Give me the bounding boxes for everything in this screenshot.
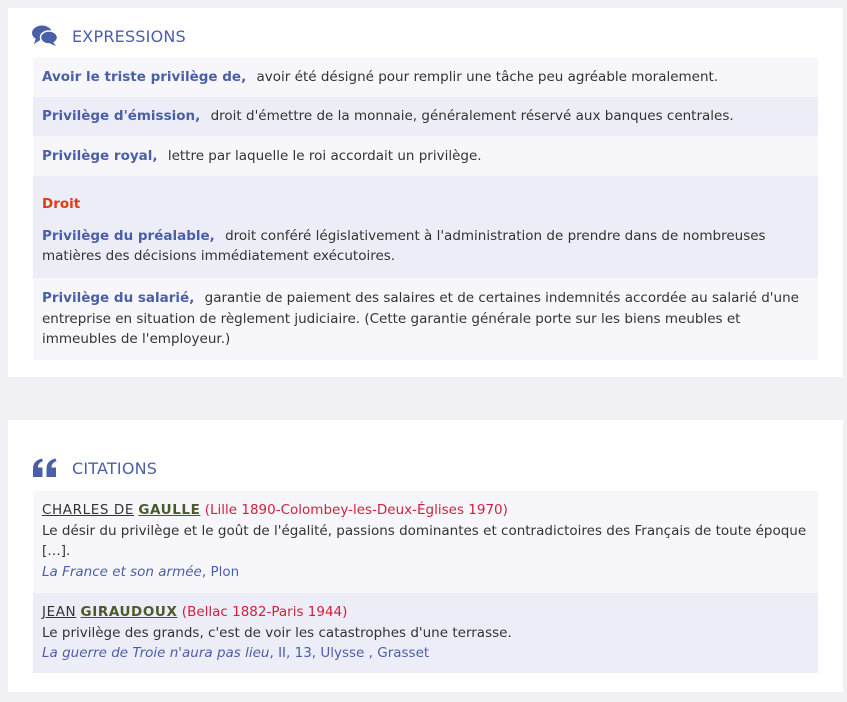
expression-definition: garantie de paiement des salaires et de certaines indemnités accordée au salarié d'une entreprise en situation de règlement judiciaire. (Cette garantie générale porte sur les biens meubles et immeubles de l'employeur.) — [42, 290, 799, 347]
domain-label: Droit — [42, 196, 81, 212]
citation-author-line — [42, 602, 809, 623]
expression-definition: lettre par laquelle le roi accordait un privilège. — [167, 148, 482, 164]
citation-item — [33, 593, 818, 673]
expressions-header — [32, 24, 186, 48]
author-last-name[interactable]: GAULLE — [138, 502, 201, 518]
expression-item — [33, 278, 818, 360]
expression-term[interactable]: Privilège d'émission, — [42, 108, 201, 124]
expressions-list — [33, 58, 818, 360]
citation-item — [33, 491, 818, 593]
quote-marks-icon — [32, 456, 58, 480]
expressions-section — [8, 8, 843, 377]
citation-source — [42, 562, 809, 583]
expression-item — [33, 58, 818, 97]
citation-quote: Le privilège des grands, c'est de voir les catastrophes d'une terrasse. — [42, 624, 512, 641]
author-last-name[interactable]: GIRAUDOUX — [80, 604, 178, 620]
citation-quote: Le désir du privilège et le goût de l'égalité, passions dominantes et contradictoires des Français de toute époque […]. — [42, 522, 807, 559]
citations-header — [32, 456, 157, 480]
expression-definition: avoir été désigné pour remplir une tâche peu agréable moralement. — [256, 69, 719, 85]
author-info: (Lille 1890-Colombey-les-Deux-Églises 1970) — [204, 502, 508, 518]
expression-term[interactable]: Privilège du salarié, — [42, 290, 195, 306]
author-first-name[interactable]: CHARLES DE — [42, 502, 135, 518]
citation-work: La France et son armée — [42, 563, 202, 580]
expression-term[interactable]: Privilège royal, — [42, 148, 158, 164]
expression-item — [33, 176, 818, 278]
expression-item — [33, 97, 818, 136]
author-first-name[interactable]: JEAN — [42, 604, 77, 620]
expression-term[interactable]: Privilège du préalable, — [42, 227, 215, 244]
citation-author-line — [42, 500, 809, 521]
expression-term[interactable]: Avoir le triste privilège de, — [42, 69, 247, 85]
citations-list — [33, 491, 818, 673]
expression-definition: droit d'émettre de la monnaie, généralement réservé aux banques centrales. — [210, 108, 734, 124]
citations-section — [8, 420, 843, 692]
citation-publisher: , II, 13, Ulysse , Grasset — [269, 645, 430, 661]
expression-definition: droit conféré législativement à l'administration de prendre dans de nombreuses matières des décisions immédiatement exécutoires. — [42, 227, 766, 264]
citation-source — [42, 643, 809, 664]
speech-bubbles-icon — [32, 24, 58, 48]
expressions-title: EXPRESSIONS — [72, 26, 186, 46]
citation-work: La guerre de Troie n'aura pas lieu — [42, 645, 270, 661]
citation-publisher: , Plon — [201, 563, 240, 580]
citations-title: CITATIONS — [72, 458, 158, 478]
author-info: (Bellac 1882-Paris 1944) — [181, 604, 348, 620]
expression-item — [33, 136, 818, 176]
